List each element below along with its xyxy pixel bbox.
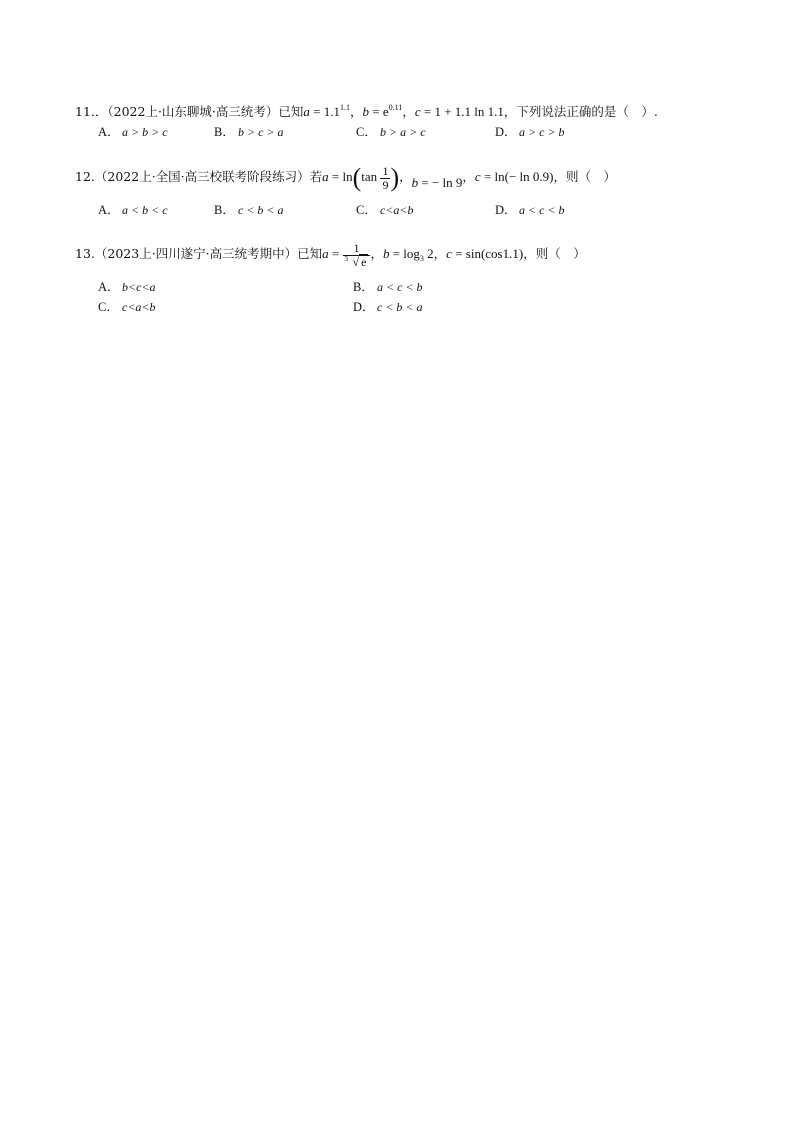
question-11 — [75, 98, 755, 142]
question-number: 12. — [75, 169, 95, 184]
options-row — [75, 200, 755, 220]
formula-a: $a = 1.1^{1.1}$ — [303, 103, 351, 119]
formula-b: b = − ln 9 — [411, 175, 463, 190]
formula-b: $b = \log_3 2$ — [382, 246, 434, 263]
question-tail: ，则（ ） — [553, 169, 617, 184]
option-c[interactable]: C． c<a<b — [98, 300, 156, 314]
question-source: ．（2022上·山东聊城·高三统考） — [94, 104, 279, 119]
question-number: 11. — [75, 104, 95, 119]
option-c[interactable]: C． c<a<b — [356, 203, 414, 217]
question-12 — [75, 160, 755, 220]
question-number: 13. — [75, 246, 95, 261]
formula-a: a = ln(tan $\frac{1}{9}$ ) — [322, 163, 400, 193]
question-12-stem: 12.（2022上·全国·高三校联考阶段练习）若a = ln(tan $\frac{1}{9}$ )，b = − ln 9，c = ln(− ln 0.9)，则（ ） — [75, 163, 617, 193]
question-tail: ，下列说法正确的是（ ）. — [503, 104, 658, 119]
question-intro: 若 — [309, 169, 323, 184]
question-11-stem: 11.．（2022上·山东聊城·高三统考）已知$a = 1.1^{1.1}$，$b = e^{0.11}$，c = 1 + 1.1 ln 1.1，下列说法正确的是（ ）. — [75, 103, 658, 119]
cube-root: 3 √ e — [344, 254, 367, 269]
option-c[interactable]: C． b > a > c — [356, 125, 426, 139]
fraction: 1 3 √ e — [343, 242, 371, 269]
option-a[interactable]: A． b<c<a — [98, 280, 156, 294]
question-intro: 已知 — [297, 246, 323, 261]
option-d[interactable]: D． c < b < a — [353, 300, 423, 314]
formula-a: a = 1 3 √ e — [322, 246, 370, 261]
option-b[interactable]: B． c < b < a — [214, 203, 284, 217]
option-b[interactable]: B． a < c < b — [353, 280, 423, 294]
option-d[interactable]: D． a > c > b — [495, 125, 565, 139]
formula-c: c = sin(cos1.1) — [446, 246, 524, 261]
question-source: （2022上·全国·高三校联考阶段练习） — [94, 169, 310, 184]
formula-b: $b = e^{0.11}$ — [362, 103, 403, 119]
options-row-2 — [75, 297, 755, 317]
options-row — [75, 122, 755, 142]
question-13 — [75, 236, 755, 317]
fraction: $\frac{1}{9}$ — [382, 163, 389, 192]
question-intro: 已知 — [278, 104, 304, 119]
option-a[interactable]: A． a > b > c — [98, 125, 168, 139]
question-tail: ，则（ ） — [523, 246, 586, 261]
formula-c: c = 1 + 1.1 ln 1.1 — [414, 104, 504, 119]
formula-c: c = ln(− ln 0.9) — [474, 169, 554, 184]
question-13-stem: 13.（2023上·四川遂宁·高三统考期中）已知a = 1 3 √ e ，$b = \log_3 2$，c = sin(cos1.1)，则（ ） — [75, 240, 586, 269]
question-source: （2023上·四川遂宁·高三统考期中） — [94, 246, 298, 261]
options-row-1 — [75, 277, 755, 297]
option-b[interactable]: B． b > c > a — [214, 125, 284, 139]
option-d[interactable]: D． a < c < b — [495, 203, 565, 217]
option-a[interactable]: A． a < b < c — [98, 203, 168, 217]
